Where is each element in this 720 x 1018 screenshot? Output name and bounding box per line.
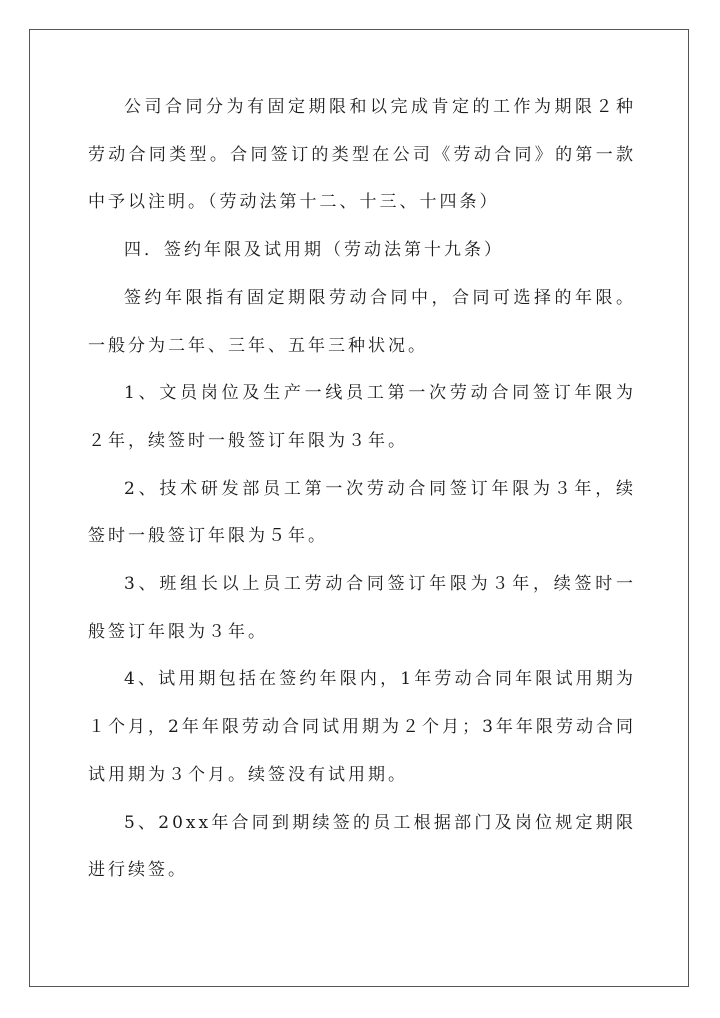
list-item-2: 2、技术研发部员工第一次劳动合同签订年限为３年，续签时一般签订年限为５年。: [88, 478, 636, 547]
document-body: [88, 84, 636, 895]
paragraph-term-definition: 签约年限指有固定期限劳动合同中，合同可选择的年限。一般分为二年、三年、五年三种状况。: [88, 287, 636, 356]
list-item-1: 1、文员岗位及生产一线员工第一次劳动合同签订年限为２年，续签时一般签订年限为３年。: [88, 383, 636, 451]
list-item-3: 3、班组长以上员工劳动合同签订年限为３年，续签时一般签订年限为３年。: [88, 574, 636, 642]
section-heading-term-probation: 四．签约年限及试用期（劳动法第十九条）: [124, 240, 504, 261]
list-item-4: 4、试用期包括在签约年限内，1年劳动合同年限试用期为１个月，2年年限劳动合同试用期为２个月；3年年限劳动合同试用期为３个月。续签没有试用期。: [88, 669, 636, 785]
list-item-5: 5、20xx年合同到期续签的员工根据部门及岗位规定期限进行续签。: [88, 812, 636, 881]
paragraph-contract-types: 公司合同分为有固定期限和以完成肯定的工作为期限２种劳动合同类型。合同签订的类型在公司《劳动合同》的第一款中予以注明。（劳动法第十二、十三、十四条）: [88, 97, 636, 213]
